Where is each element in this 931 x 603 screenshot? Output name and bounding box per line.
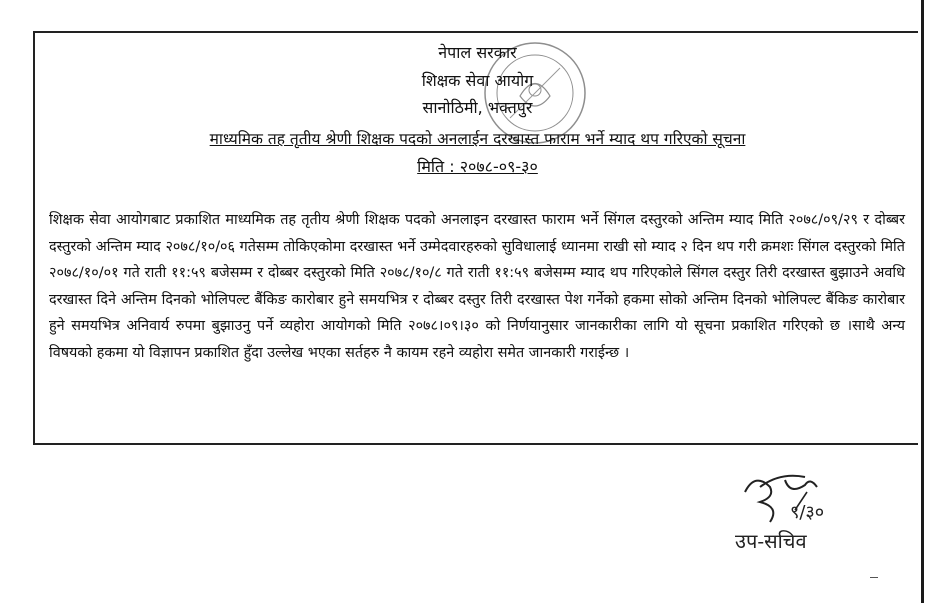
page-edge-rule bbox=[921, 0, 924, 603]
signature-date-note: ९/३० bbox=[790, 502, 825, 523]
notice-date: मिति : २०७८-०९-३० bbox=[417, 157, 538, 176]
footer-dash bbox=[870, 577, 878, 578]
org-line-government: नेपाल सरकार bbox=[438, 43, 517, 62]
notice-subject: माध्यमिक तह तृतीय श्रेणी शिक्षक पदको अनलाईन दरखास्त फाराम भर्ने म्याद थप गरिएको सूचना bbox=[209, 130, 746, 148]
org-line-address: सानोठिमी, भक्तपुर bbox=[422, 98, 533, 117]
org-line-commission: शिक्षक सेवा आयोग bbox=[421, 71, 534, 90]
notice-box bbox=[33, 31, 918, 445]
handwritten-signature bbox=[725, 462, 885, 582]
notice-body: शिक्षक सेवा आयोगबाट प्रकाशित माध्यमिक तह तृतीय श्रेणी शिक्षक पदको अनलाइन दरखास्त फाराम भर्ने सिंगल दस्तुरको अन्तिम म्याद मिति २०७८/०९/२९ र दोब्बर दस्तुरको अन्तिम म्याद २०७८/१०/०६ गतेसम्म तोकिएकोमा दरखास्त भर्ने उम्मेदवारहरुको सुविधालाई ध्यानमा राखी सो म्याद २ दिन थप गरी क्रमशः सिंगल दस्तुरको मिति २०७८/१०/०१ गते राती ११:५९ बजेसम्म र दोब्बर दस्तुरको मिति २०७८/१०/८ गते राती ११:५९ बजेसम्म म्याद थप गरिएकोले सिंगल दस्तुर तिरी दरखास्त बुझाउने अवधि दरखास्त दिने अन्तिम दिनको भोलिपल्ट बैंकिङ कारोबार हुने समयभित्र र दोब्बर दस्तुर तिरी दरखास्त पेश गर्नेको हकमा सोको अन्तिम दिनको भोलिपल्ट बैंकिङ कारोबार हुने समयभित्र अनिवार्य रुपमा बुझाउनु पर्ने व्यहोरा आयोगको मिति २०७८।०९।३० को निर्णयानुसार जानकारीका लागि यो सूचना प्रकाशित गरिएको छ ।साथै अन्य विषयको हकमा यो विज्ञापन प्रकाशित हुँदा उल्लेख भएका सर्तहरु नै कायम रहने व्यहोरा समेत जानकारी गराईन्छ । bbox=[49, 212, 905, 361]
signatory-title: उप-सचिव bbox=[735, 529, 807, 553]
